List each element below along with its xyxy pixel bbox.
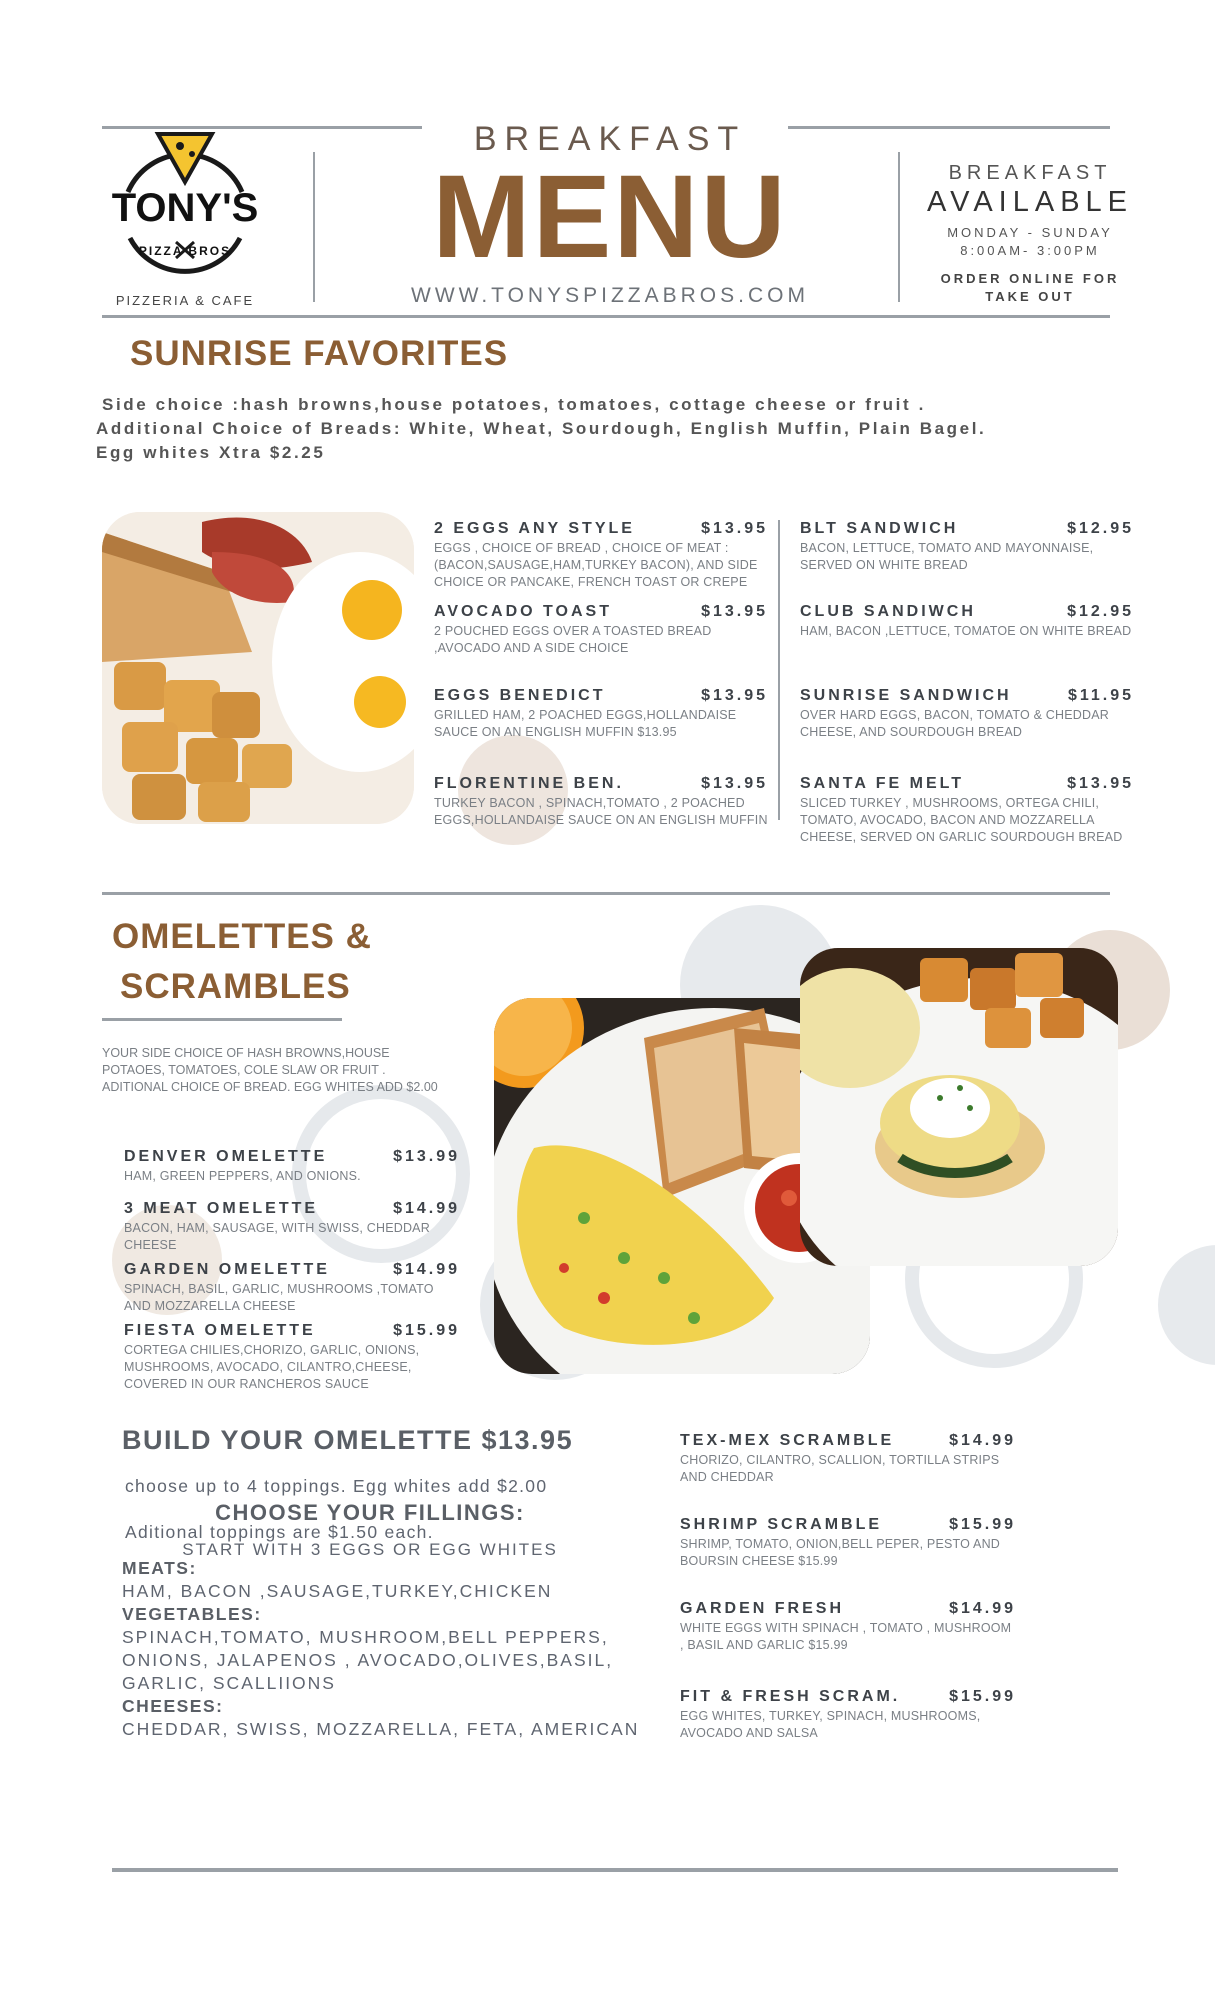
vegetables-label: VEGETABLES: — [122, 1604, 262, 1624]
order-online[interactable] — [910, 270, 1150, 306]
logo-tagline: PIZZERIA & CAFE — [115, 293, 255, 308]
cheeses-label: CHEESES: — [122, 1696, 224, 1716]
menu-item — [124, 1322, 460, 1393]
menu-item — [680, 1600, 1016, 1654]
item-price: $12.95 — [1067, 603, 1134, 620]
item-desc: EGG WHITES, TURKEY, SPINACH, MUSHROOMS, AVOCADO AND SALSA — [680, 1709, 981, 1740]
menu-item — [800, 520, 1134, 574]
item-price: $12.95 — [1067, 520, 1134, 537]
item-price: $15.99 — [949, 1516, 1016, 1533]
item-price: $14.99 — [949, 1600, 1016, 1617]
item-price: $15.99 — [393, 1322, 460, 1339]
choose-fillings-heading: CHOOSE YOUR FILLINGS: — [215, 1500, 525, 1525]
item-desc: HAM, BACON ,LETTUCE, TOMATOE ON WHITE BREAD — [800, 624, 1132, 638]
item-name: FLORENTINE BEN. — [434, 775, 624, 792]
item-price: $14.99 — [949, 1432, 1016, 1449]
item-desc: HAM, GREEN PEPPERS, AND ONIONS. — [124, 1169, 361, 1183]
availability-breakfast: BREAKFAST — [948, 162, 1112, 184]
menu-item — [680, 1516, 1016, 1570]
item-price: $13.99 — [393, 1148, 460, 1165]
item-name: FIESTA OMELETTE — [124, 1322, 316, 1339]
sunrise-side-note — [96, 393, 1156, 465]
breakfast-illustration — [102, 512, 414, 824]
build-sub-line1: choose up to 4 toppings. Egg whites add $2.00 — [125, 1476, 548, 1496]
eggs-benedict-photo — [800, 948, 1118, 1266]
item-price: $13.95 — [701, 775, 768, 792]
item-name: FIT & FRESH SCRAM. — [680, 1688, 901, 1705]
menu-item — [434, 603, 768, 657]
meats-label: MEATS: — [122, 1558, 197, 1578]
item-name: GARDEN OMELETTE — [124, 1261, 330, 1278]
menu-item — [434, 520, 768, 591]
section-title-sunrise: SUNRISE FAVORITES — [130, 334, 509, 373]
section-title-omelettes — [112, 912, 372, 1012]
build-sub-line2: Aditional toppings are $1.50 each. — [125, 1522, 434, 1542]
header-rule-bottom — [102, 315, 1110, 318]
item-desc: 2 POUCHED EGGS OVER A TOASTED BREAD ,AVOCADO AND A SIDE CHOICE — [434, 624, 712, 655]
item-name: SUNRISE SANDWICH — [800, 687, 1012, 704]
item-name: GARDEN FRESH — [680, 1600, 845, 1617]
item-desc: OVER HARD EGGS, BACON, TOMATO & CHEDDAR CHEESE, AND SOURDOUGH BREAD — [800, 708, 1110, 739]
side-note-line1: Side choice :hash browns,house potatoes, tomatoes, cottage cheese or fruit . — [102, 395, 926, 414]
item-name: 3 MEAT OMELETTE — [124, 1200, 319, 1217]
availability-available: AVAILABLE — [926, 186, 1134, 218]
item-price: $14.99 — [393, 1261, 460, 1278]
menu-item — [124, 1261, 460, 1315]
start-eggs-note: START WITH 3 EGGS OR EGG WHITES — [182, 1540, 558, 1559]
item-name: AVOCADO TOAST — [434, 603, 612, 620]
item-desc: WHITE EGGS WITH SPINACH , TOMATO , MUSHROOM , BASIL AND GARLIC $15.99 — [680, 1621, 1012, 1652]
side-note-line3: Egg whites Xtra $2.25 — [96, 443, 326, 462]
header-divider-left — [313, 152, 315, 302]
order-online-line2: TAKE OUT — [985, 289, 1075, 304]
item-desc: TURKEY BACON , SPINACH,TOMATO , 2 POACHED EGGS,HOLLANDAISE SAUCE ON AN ENGLISH MUFFIN — [434, 796, 768, 827]
section-rule — [102, 892, 1110, 895]
item-name: TEX-MEX SCRAMBLE — [680, 1432, 895, 1449]
item-desc: BACON, HAM, SAUSAGE, WITH SWISS, CHEDDAR CHEESE — [124, 1221, 430, 1252]
omelettes-note: YOUR SIDE CHOICE OF HASH BROWNS,HOUSE POTAOES, TOMATOES, COLE SLAW OR FRUIT . ADITIONAL CHOICE OF BREAD. EGG WHITES ADD $2.00 — [102, 1046, 438, 1094]
menu-item — [800, 687, 1134, 741]
availability-hours — [910, 224, 1150, 260]
header-divider-right — [898, 152, 900, 302]
item-desc: CHORIZO, CILANTRO, SCALLION, TORTILLA STRIPS AND CHEDDAR — [680, 1453, 1000, 1484]
cheeses-list: CHEDDAR, SWISS, MOZZARELLA, FETA, AMERICAN — [122, 1719, 640, 1739]
item-name: DENVER OMELETTE — [124, 1148, 328, 1165]
logo-brand-name: TONY'S — [111, 186, 259, 230]
item-desc: SHRIMP, TOMATO, ONION,BELL PEPER, PESTO AND BOURSIN CHEESE $15.99 — [680, 1537, 1001, 1568]
item-price: $13.95 — [701, 603, 768, 620]
item-desc: BACON, LETTUCE, TOMATO AND MAYONNAISE, SERVED ON WHITE BREAD — [800, 541, 1094, 572]
fillings-list — [122, 1557, 642, 1741]
benedict-illustration — [800, 948, 1118, 1266]
breakfast-photo — [102, 512, 414, 824]
item-name: SHRIMP SCRAMBLE — [680, 1516, 883, 1533]
meats-list: HAM, BACON ,SAUSAGE,TURKEY,CHICKEN — [122, 1581, 553, 1601]
item-price: $15.99 — [949, 1688, 1016, 1705]
menu-item — [800, 775, 1134, 846]
item-price: $11.95 — [1067, 687, 1134, 704]
footer-rule — [112, 1868, 1118, 1872]
item-name: CLUB SANDIWCH — [800, 603, 976, 620]
menu-item — [680, 1688, 1016, 1742]
menu-item — [124, 1200, 460, 1254]
omelettes-title-line2: SCRAMBLES — [120, 967, 351, 1006]
item-price: $14.99 — [393, 1200, 460, 1217]
item-desc: GRILLED HAM, 2 POACHED EGGS,HOLLANDAISE SAUCE ON AN ENGLISH MUFFIN $13.95 — [434, 708, 737, 739]
item-name: 2 EGGS ANY STYLE — [434, 520, 635, 537]
title-breakfast: BREAKFAST — [473, 120, 747, 158]
header-rule-right — [788, 126, 1110, 129]
menu-item — [680, 1432, 1016, 1486]
item-price: $13.95 — [701, 520, 768, 537]
side-note-line2: Additional Choice of Breads: White, Wheat, Sourdough, English Muffin, Plain Bagel. — [96, 419, 987, 438]
item-desc: EGGS , CHOICE OF BREAD , CHOICE OF MEAT : (BACON,SAUSAGE,HAM,TURKEY BACON), AND SIDE CHOICE OR PANCAKE, FRENCH TOAST OR CREPE — [434, 541, 758, 589]
menu-item — [434, 775, 768, 829]
build-omelette-title: BUILD YOUR OMELETTE $13.95 — [122, 1425, 574, 1455]
item-desc: SPINACH, BASIL, GARLIC, MUSHROOMS ,TOMATO AND MOZZARELLA CHEESE — [124, 1282, 434, 1313]
menu-item — [800, 603, 1134, 640]
item-desc: CORTEGA CHILIES,CHORIZO, GARLIC, ONIONS, MUSHROOMS, AVOCADO, CILANTRO,CHEESE, COVERED IN OUR RANCHEROS SAUCE — [124, 1343, 420, 1391]
item-desc: SLICED TURKEY , MUSHROOMS, ORTEGA CHILI, TOMATO, AVOCADO, BACON AND MOZZARELLA CHEESE, SERVED ON GARLIC SOURDOUGH BREAD — [800, 796, 1123, 844]
availability-time: 8:00AM- 3:00PM — [960, 243, 1100, 258]
menu-item — [434, 687, 768, 741]
title-menu: MENU — [432, 151, 788, 283]
vegetables-list: SPINACH,TOMATO, MUSHROOM,BELL PEPPERS, ONIONS, JALAPENOS , AVOCADO,OLIVES,BASIL, GARLIC, SCALLIIONS — [122, 1627, 614, 1693]
sunrise-column-divider — [778, 520, 780, 820]
availability-days: MONDAY - SUNDAY — [947, 225, 1113, 240]
item-price: $13.95 — [701, 687, 768, 704]
decor-circle-gray-right — [1158, 1245, 1215, 1365]
header-rule-left — [102, 126, 422, 129]
item-name: SANTA FE MELT — [800, 775, 965, 792]
item-price: $13.95 — [1067, 775, 1134, 792]
omelettes-title-rule — [102, 1018, 342, 1021]
menu-item — [124, 1148, 460, 1185]
logo-brand-sub: PIZZA BROS — [138, 244, 232, 258]
order-online-line1: ORDER ONLINE FOR — [940, 271, 1120, 286]
item-name: BLT SANDWICH — [800, 520, 959, 537]
logo — [100, 130, 270, 305]
omelettes-title-line1: OMELETTES & — [112, 917, 372, 956]
website-link[interactable]: WWW.TONYSPIZZABROS.COM — [411, 284, 809, 307]
item-name: EGGS BENEDICT — [434, 687, 606, 704]
